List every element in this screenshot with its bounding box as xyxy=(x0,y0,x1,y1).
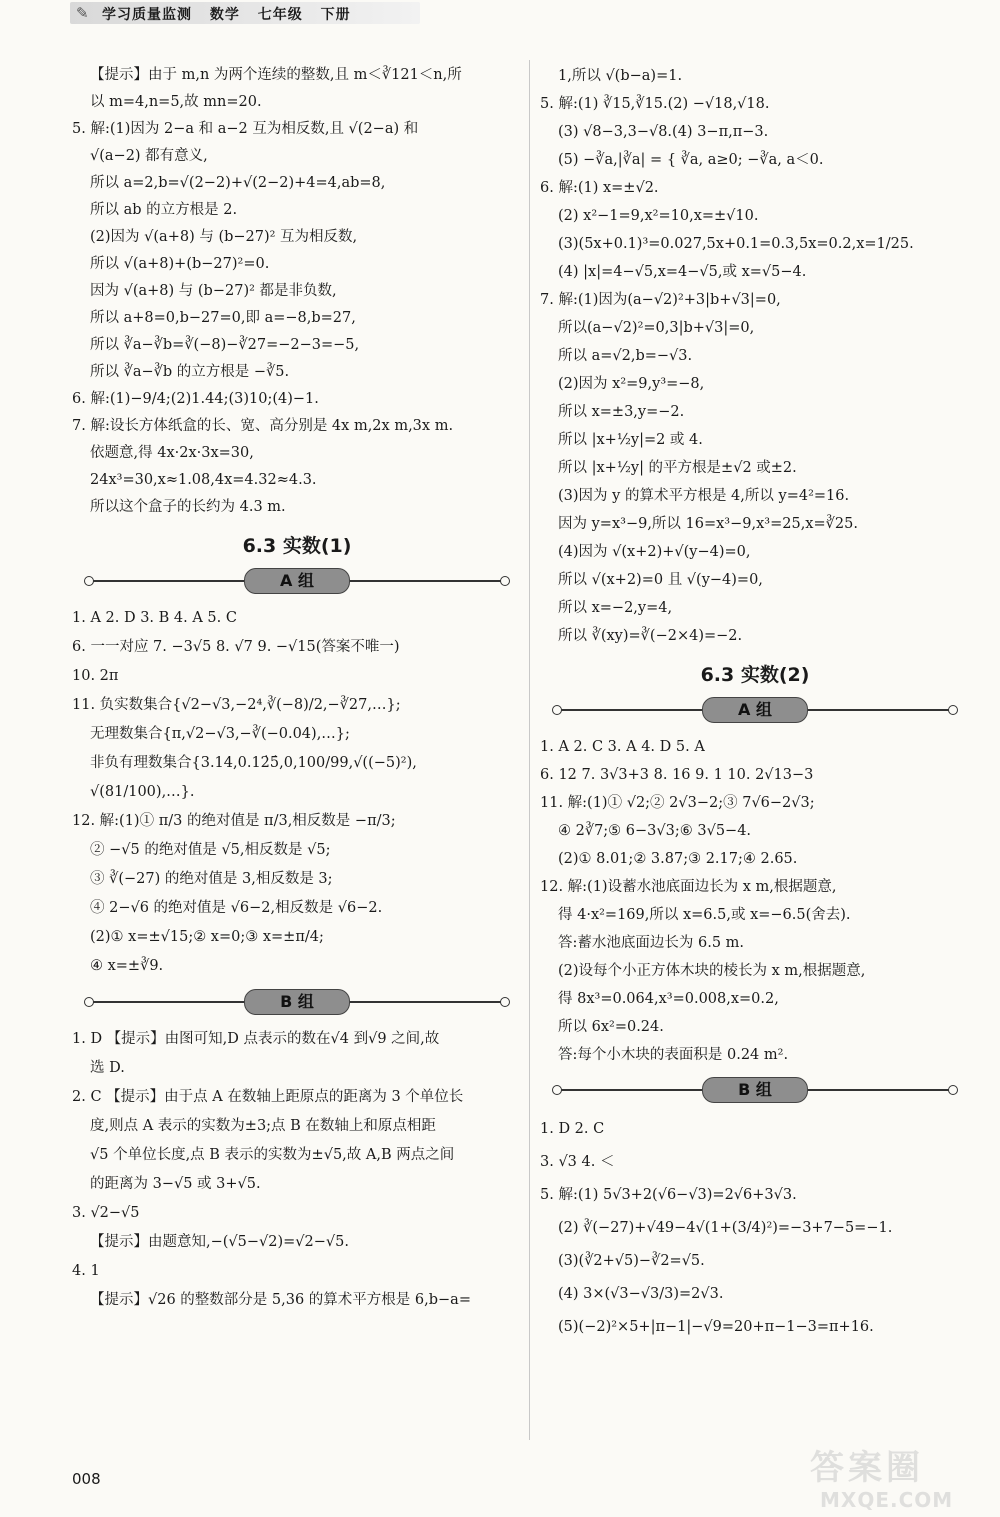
column-divider xyxy=(529,60,530,1440)
answer-line: (5)(−2)²×5+|π−1|−√9=20+π−1−3=π+16. xyxy=(558,1319,874,1335)
answer-line: 7. 解:(1)因为(a−√2)²+3|b+√3|=0, xyxy=(540,292,781,308)
watermark-logo xyxy=(790,1440,980,1510)
answer-line: ③ ∛(−27) 的绝对值是 3,相反数是 3; xyxy=(90,871,333,887)
answer-line: 6. 12 7. 3√3+3 8. 16 9. 1 10. 2√13−3 xyxy=(540,767,814,783)
answer-line: 所以 6x²=0.24. xyxy=(558,1019,664,1035)
answer-line: √(a−2) 都有意义, xyxy=(90,148,208,164)
group-b-banner xyxy=(72,987,522,1017)
answer-line: 非负有理数集合{3.14,0.12̇5̇,0,100/99,√((−5)²), xyxy=(90,755,417,771)
answer-line: ④ 2−√6 的绝对值是 √6−2,相反数是 √6−2. xyxy=(90,900,383,916)
right-group-b-answers xyxy=(540,1113,970,1344)
answer-line: 12. 解:(1)① π/3 的绝对值是 π/3,相反数是 −π/3; xyxy=(72,813,396,829)
answer-line: 答:蓄水池底面边长为 6.5 m. xyxy=(558,935,745,951)
answer-line: 所以 x=−2,y=4, xyxy=(558,600,673,616)
group-b-label: B 组 xyxy=(244,989,350,1015)
answer-line: 5. 解:(1) 5√3+2(√6−√3)=2√6+3√3. xyxy=(540,1187,797,1203)
answer-line: 得 4·x²=169,所以 x=6.5,或 x=−6.5(舍去). xyxy=(558,907,851,923)
answer-line: 1. A 2. C 3. A 4. D 5. A xyxy=(540,739,705,755)
answer-line: (3)(∛2+√5)−∛2=√5. xyxy=(558,1253,705,1269)
answer-line: (2) x²−1=9,x²=10,x=±√10. xyxy=(558,208,759,224)
answer-line: 24x³=30,x≈1.08,4x=4.32≈4.3. xyxy=(90,472,317,488)
left-group-b-answers xyxy=(72,1025,522,1315)
answer-line: 6. 解:(1) x=±√2. xyxy=(540,180,659,196)
answer-line: (2) ∛(−27)+√49−4√(1+(3/4)²)=−3+7−5=−1. xyxy=(558,1220,893,1236)
answer-line: 所以 a=2,b=√(2−2)+√(2−2)+4=4,ab=8, xyxy=(90,175,386,191)
page-header xyxy=(70,0,950,26)
answer-line: (2)因为 x²=9,y³=−8, xyxy=(558,376,705,392)
group-b-banner-right xyxy=(540,1075,970,1105)
answer-line: 11. 解:(1)① √2;② 2√3−2;③ 7√6−2√3; xyxy=(540,795,815,811)
answer-line: 6. 一一对应 7. −3√5 8. √7 9. −√15(答案不唯一) xyxy=(72,639,400,655)
answer-line: 所以(a−√2)²=0,3|b+√3|=0, xyxy=(558,320,755,336)
answer-line: (4)因为 √(x+2)+√(y−4)=0, xyxy=(558,544,751,560)
answer-line: ④ 2∛7;⑤ 6−3√3;⑥ 3√5−4. xyxy=(558,823,752,839)
answer-line: 所以 |x+½y|=2 或 4. xyxy=(558,432,703,448)
subject: 数学 xyxy=(209,7,240,23)
answer-line: 11. 负实数集合{√2−√3,−2⁴,∛(−8)/2,−∛27,…}; xyxy=(72,697,401,713)
answer-line: 1,所以 √(b−a)=1. xyxy=(558,68,683,84)
right-column xyxy=(540,62,970,1344)
answer-line: 5. 解:(1)因为 2−a 和 a−2 互为相反数,且 √(2−a) 和 xyxy=(72,121,419,137)
answer-line: (4) 3×(√3−√3/3)=2√3. xyxy=(558,1286,724,1302)
answer-line: 1. A 2. D 3. B 4. A 5. C xyxy=(72,610,237,626)
answer-line: 2. C 【提示】由于点 A 在数轴上距原点的距离为 3 个单位长 xyxy=(72,1089,464,1105)
section-title-6-3-2: 6.3 实数(2) xyxy=(700,664,810,686)
group-a-banner xyxy=(72,566,522,596)
answer-line: 6. 解:(1)−9/4;(2)1.44;(3)10;(4)−1. xyxy=(72,391,319,407)
answer-line: (3) √8−3,3−√8.(4) 3−π,π−3. xyxy=(558,124,769,140)
answer-line: 所以 x=±3,y=−2. xyxy=(558,404,685,420)
left-group-a-answers xyxy=(72,604,522,981)
grade: 七年级 xyxy=(257,7,303,23)
answer-line: 所以 a+8=0,b−27=0,即 a=−8,b=27, xyxy=(90,310,356,326)
right-group-a-answers xyxy=(540,733,970,1069)
answer-line: 1. D 【提示】由图可知,D 点表示的数在√4 到√9 之间,故 xyxy=(72,1031,440,1047)
answer-line: 依题意,得 4x·2x·3x=30, xyxy=(90,445,254,461)
answer-line: 所以 √(x+2)=0 且 √(y−4)=0, xyxy=(558,572,763,588)
group-a-label-right: A 组 xyxy=(702,697,808,723)
answer-line: 所以 |x+½y| 的平方根是±√2 或±2. xyxy=(558,460,797,476)
group-a-label: A 组 xyxy=(244,568,350,594)
answer-line: 1. D 2. C xyxy=(540,1121,605,1137)
volume: 下册 xyxy=(320,7,351,23)
page-number: 008 xyxy=(72,1470,101,1488)
group-a-banner-right xyxy=(540,695,970,725)
answer-line: (3)因为 y 的算术平方根是 4,所以 y=4²=16. xyxy=(558,488,850,504)
answer-line: 的距离为 3−√5 或 3+√5. xyxy=(90,1176,261,1192)
answer-line: 答:每个小木块的表面积是 0.24 m². xyxy=(558,1047,789,1063)
answer-line: 3. √3 4. ＜ xyxy=(540,1154,615,1170)
answer-line: 选 D. xyxy=(90,1060,125,1076)
answer-line: √(81/100),…}. xyxy=(90,784,195,800)
group-b-label-right: B 组 xyxy=(702,1077,808,1103)
section-title-6-3-1: 6.3 实数(1) xyxy=(242,535,352,557)
watermark-en: MXQE.COM xyxy=(820,1488,954,1512)
answer-line: 因为 √(a+8) 与 (b−27)² 都是非负数, xyxy=(90,283,337,299)
answer-line: (5) −∛a,|∛a| = { ∛a, a≥0; −∛a, a＜0. xyxy=(558,152,824,168)
answer-line: 12. 解:(1)设蓄水池底面边长为 x m,根据题意, xyxy=(540,879,837,895)
answer-line: √5 个单位长度,点 B 表示的实数为±√5,故 A,B 两点之间 xyxy=(90,1147,455,1163)
answer-line: 所以 ∛a−∛b=∛(−8)−∛27=−2−3=−5, xyxy=(90,337,360,353)
answer-line: 因为 y=x³−9,所以 16=x³−9,x³=25,x=∛25. xyxy=(558,516,858,532)
answer-line: 所以这个盒子的长约为 4.3 m. xyxy=(90,499,286,515)
answer-line: 10. 2π xyxy=(72,668,119,684)
answer-line: 度,则点 A 表示的实数为±3;点 B 在数轴上和原点相距 xyxy=(90,1118,436,1134)
watermark-cn: 答案圈 xyxy=(810,1448,924,1488)
answer-line: 【提示】√26 的整数部分是 5,36 的算术平方根是 6,b−a= xyxy=(90,1292,471,1308)
answer-line: (2)① 8.01;② 3.87;③ 2.17;④ 2.65. xyxy=(558,851,798,867)
answer-line: 所以 a=√2,b=−√3. xyxy=(558,348,693,364)
series-title: 学习质量监测 xyxy=(102,7,192,23)
pen-icon: ✎ xyxy=(76,4,89,22)
answer-line: 【提示】由题意知,−(√5−√2)=√2−√5. xyxy=(90,1234,349,1250)
answer-line: 以 m=4,n=5,故 mn=20. xyxy=(90,94,262,110)
answer-line: (3)(5x+0.1)³=0.027,5x+0.1=0.3,5x=0.2,x=1/25. xyxy=(558,236,914,252)
answer-line: 【提示】由于 m,n 为两个连续的整数,且 m＜∛121＜n,所 xyxy=(90,67,462,83)
answer-line: 4. 1 xyxy=(72,1263,100,1279)
answer-line: (2)① x=±√15;② x=0;③ x=±π/4; xyxy=(90,929,324,945)
answer-line: 7. 解:设长方体纸盒的长、宽、高分别是 4x m,2x m,3x m. xyxy=(72,418,454,434)
answer-line: 所以 √(a+8)+(b−27)²=0. xyxy=(90,256,270,272)
answer-line: 所以 ∛(xy)=∛(−2×4)=−2. xyxy=(558,628,743,644)
answer-line: 5. 解:(1) ∛15,∛15.(2) −√18,√18. xyxy=(540,96,770,112)
answer-line: (2)设每个小正方体木块的棱长为 x m,根据题意, xyxy=(558,963,866,979)
answer-line: 无理数集合{π,√2−√3,−∛(−0.04),…}; xyxy=(90,726,350,742)
left-column xyxy=(72,62,522,1315)
answer-line: ④ x=±∛9. xyxy=(90,958,164,974)
answer-line: 所以 ∛a−∛b 的立方根是 −∛5. xyxy=(90,364,290,380)
right-pre-answers xyxy=(540,62,970,650)
answer-line: 得 8x³=0.064,x³=0.008,x=0.2, xyxy=(558,991,779,1007)
answer-line: ② −√5 的绝对值是 √5,相反数是 √5; xyxy=(90,842,331,858)
answer-line: 所以 ab 的立方根是 2. xyxy=(90,202,238,218)
answer-line: (4) |x|=4−√5,x=4−√5,或 x=√5−4. xyxy=(558,264,807,280)
answer-line: (2)因为 √(a+8) 与 (b−27)² 互为相反数, xyxy=(90,229,358,245)
left-pre-answers xyxy=(72,62,522,521)
answer-line: 3. √2−√5 xyxy=(72,1205,140,1221)
header-text xyxy=(102,4,363,24)
